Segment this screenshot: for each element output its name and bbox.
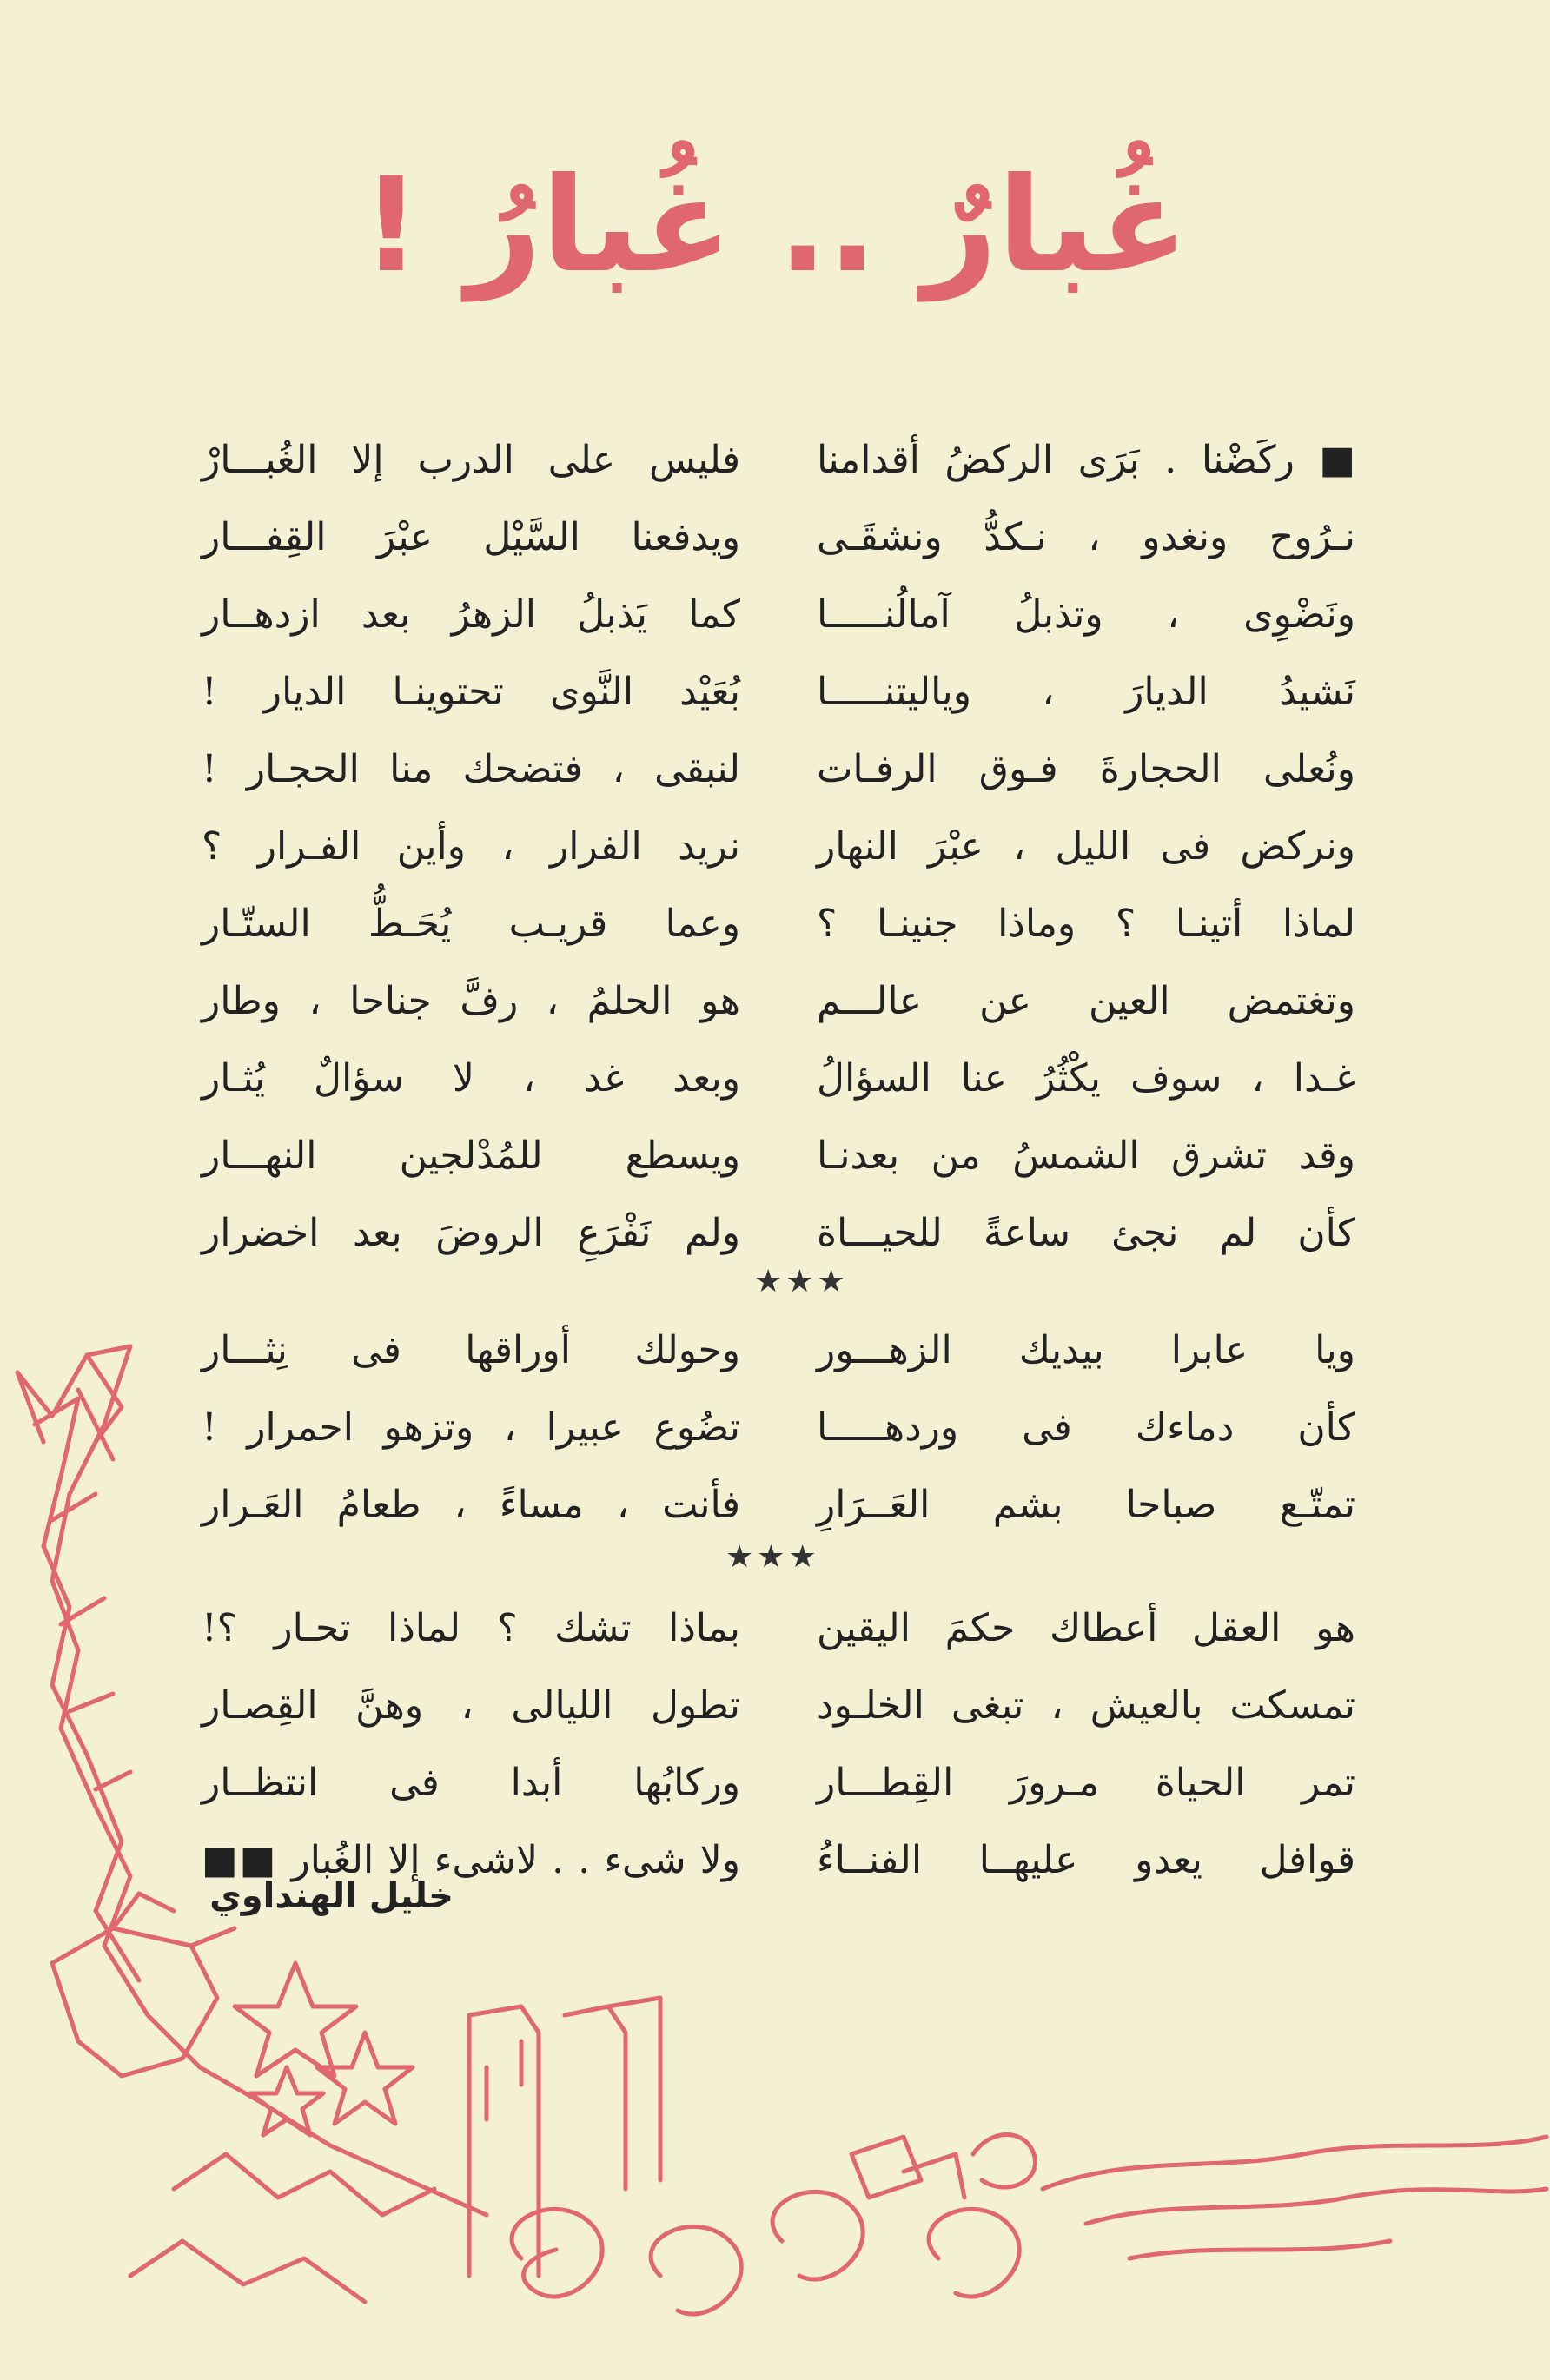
verse-line: نَشيدُ الديارَ ، وياليتنـــــا — [817, 670, 1355, 714]
stanza-separator: ★★★ — [725, 1539, 820, 1575]
verse-line: فليس على الدرب إلا الغُبـــارْ — [202, 438, 740, 482]
verse-line: لماذا أتينـا ؟ وماذا جنينـا ؟ — [817, 902, 1355, 946]
verse-line: ويدفعنا السَّيْل عبْرَ القِفـــار — [202, 515, 740, 559]
verse-line: ويا عابرا بيديك الزهـــور — [817, 1328, 1355, 1372]
verse-line: هو العقل أعطاك حكمَ اليقين — [817, 1606, 1355, 1650]
verse-line: ■ ركَضْنا . بَرَى الركضُ أقدامنا — [817, 438, 1355, 482]
verse-line: وركابُها أبدا فى انتظــار — [202, 1761, 740, 1805]
stanza-separator: ★★★ — [754, 1264, 849, 1299]
verse-line: كأن دماءك فى وردهـــــا — [817, 1405, 1355, 1450]
verse-line: تمتّـع صباحا بشم العَــرَارِ — [817, 1483, 1355, 1527]
verse-line: نريد الفرار ، وأين الفـرار ؟ — [202, 824, 740, 869]
stanza1-left-column — [202, 421, 740, 1272]
decorative-sketch-illustration — [0, 1320, 1550, 2380]
verse-line: وعما قريـب يُحَـطُّ الستّـار — [202, 902, 740, 946]
verse-line: ونركض فى الليل ، عبْرَ النهار — [817, 824, 1355, 869]
verse-line: ونُعلى الحجارةَ فـوق الرفـات — [817, 747, 1355, 791]
verse-line: ويسطع للمُدْلجين النهـــار — [202, 1134, 740, 1178]
stanza1-right-column — [817, 421, 1355, 1272]
author-name: خليل الهنداوي — [209, 1876, 454, 1916]
verse-line: كما يَذبلُ الزهرُ بعد ازدهــار — [202, 592, 740, 637]
verse-line: فأنت ، مساءً ، طعامُ العَـرار — [202, 1483, 740, 1527]
poem-title: غُبارٌ .. غُبارُ ! — [361, 150, 1189, 301]
verse-line: وتغتمض العين عن عالـــم — [817, 979, 1355, 1023]
verse-line: هو الحلمُ ، رفَّ جناحا ، وطار — [202, 979, 740, 1023]
verse-line: تطول الليالى ، وهنَّ القِصـار — [202, 1683, 740, 1728]
verse-line: وبعد غد ، لا سؤالٌ يُثـار — [202, 1056, 740, 1101]
verse-line: كأن لم نجئ ساعةً للحيـــاة — [817, 1211, 1355, 1255]
verse-line: تمسكت بالعيش ، تبغى الخلـود — [817, 1683, 1355, 1728]
verse-line: وحولك أوراقها فى نِثـــار — [202, 1328, 740, 1372]
verse-line: بماذا تشك ؟ لماذا تحـار ؟! — [202, 1606, 740, 1650]
verse-line: ولا شىء . . لاشىء إلا الغُبار ■■ — [202, 1838, 740, 1882]
verse-line: غـدا ، سوف يكْثُرُ عنا السؤالُ — [817, 1056, 1355, 1101]
verse-line: تضُوع عبيرا ، وتزهو احمرار ! — [202, 1405, 740, 1450]
verse-line: قوافل يعدو عليهــا الفنــاءُ — [817, 1838, 1355, 1882]
verse-line: ولم نَفْرَعِ الروضَ بعد اخضرار — [202, 1211, 740, 1255]
verse-line: وقد تشرق الشمسُ من بعدنـا — [817, 1134, 1355, 1178]
verse-line: ونَضْوِى ، وتذبلُ آمالُنـــــا — [817, 592, 1355, 637]
verse-line: بُعَيْد النَّوى تحتوينـا الديار ! — [202, 670, 740, 714]
verse-line: نـرُوح ونغدو ، نـكدُّ ونشقَـى — [817, 515, 1355, 559]
verse-line: لنبقى ، فتضحك منا الحجـار ! — [202, 747, 740, 791]
verse-line: تمر الحياة مـرورَ القِطـــار — [817, 1761, 1355, 1805]
